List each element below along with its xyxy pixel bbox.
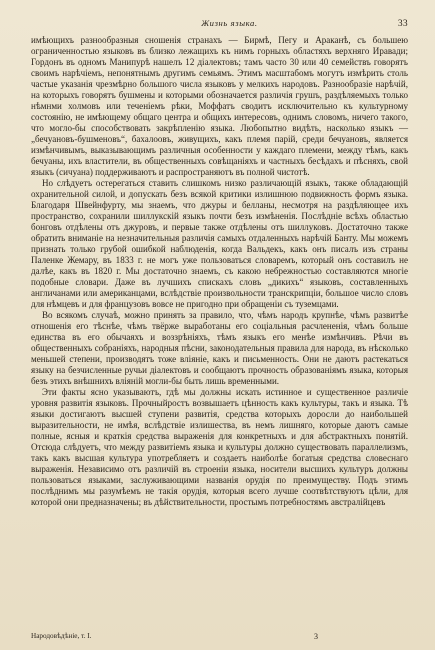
paragraph: Но слѣдуетъ остерегаться ставить слишкомъ низко различающій языкъ, также обладающій охранительной силой, и допускать безъ всякой критики излишнюю подвижность формъ языка. Благодаря Швейнфурту, мы знаемъ, что джуры и белланы, несмотря на раздѣляющее ихъ пространство, сохранили шиллукскій языкъ почти безъ измѣненія. Послѣдніе всѣхъ областью бонговъ отдѣлены отъ джуровъ, и первые также отдѣлены отъ шиллуковъ. Достаточно также обратить вниманіе на незначительныя различія самыхъ отдаленныхъ нарѣчій Банту. Мы можемъ признать только грубой ошибкой наблюденія, когда Вальдекъ, какъ онъ писалъ изъ страны Паленке Жемару, въ 1833 г. не могъ уже пользоваться словаремъ, который онъ составилъ не далѣе, какъ въ 1820 г. Мы достаточно знаемъ, съ какою небрежностью составляются многіе подобные словари. Даже въ лучшихъ спискахъ словъ „дикихъ“ языковъ, составленныхъ англичанами или американцами, вслѣдствіе произвольности транскрипціи, большое число словъ для нѣмцевъ и для французовъ вовсе не пригодно при обращеніи съ туземцами. (31, 178, 408, 309)
printer-signature: Народовѣдѣніе, т. I. (31, 632, 92, 640)
page-footer (31, 632, 408, 641)
running-title: Жизнь языка. (201, 18, 258, 28)
paragraph: Эти факты ясно указываютъ, гдѣ мы должны искать истинное и существенное различіе уровня развитія языковъ. Прочныйростъ возвышаетъ цѣнность какъ культуры, такъ и языка. Тѣ языки достигаютъ высшей ступени развитія, средства которыхъ доросли до наибольшей выразительности, не имѣя, вслѣдствіе излишества, въ немъ лишняго, которые даютъ самые полные, ясныя и краткія средства выраженія для конкретныхъ и для абстрактныхъ понятій. Отсюда слѣдуетъ, что между развитіемъ языка и культуры должно существовать параллелизмъ, такъ какъ высшая культура употребляетъ и создаетъ наиболѣе богатыя средства словеснаго выраженія. Независимо отъ различій въ строеніи языка, носители высшихъ культуръ должны пользоваться языками, заслуживающими названія орудія по преимуществу. Подъ этимъ послѣднимъ мы разумѣемъ не такія орудія, которыя всего лучше соотвѣтствуютъ цѣли, для которой они предназначены; въ дѣйствительности, простымъ потребностямъ австралійцевъ (31, 387, 408, 507)
running-header (31, 18, 408, 33)
paragraph: Во всякомъ случаѣ, можно принять за правило, что, чѣмъ народъ крупнѣе, чѣмъ развитѣе отношенія его тѣснѣе, чѣмъ твёрже выработаны его соціальныя расчлененія, чѣмъ больше единства въ его обычаяхъ и воззрѣніяхъ, тѣмъ языкъ его менѣе измѣнчивъ. Рѣчи въ общественныхъ собраніяхъ, народныя пѣсни, законодательныя правила для народа, въ нѣсколько меньшей степени, производятъ тоже вліяніе, какъ и письменность. Они не даютъ растекаться языку на безчисленные ручьи діалектовъ и сообщаютъ прочность образованіямъ языка, которыя безъ этихъ внѣшнихъ вліяній могли-бы быть лишь временными. (31, 310, 408, 386)
paragraph: имѣющихъ разнообразныя сношенія странахъ — Бирмѣ, Пегу и Араканѣ, съ большею ограниченностью языковъ въ близко лежащихъ къ нимъ горныхъ областяхъ верхняго Иравади; Гордонъ въ одномъ Манипурѣ нашелъ 12 діалектовъ; тамъ часто 30 или 40 семействъ говорятъ своимъ нарѣчіемъ, непонятнымъ другимъ семьямъ. Этимъ масштабомъ могутъ измѣрить столь частые указанія чрезмѣрно большого числа языковъ у мелкихъ народовъ. Разнообразіе нарѣчій, на которыхъ говорятъ бушмены и которыми обозначается различія грушъ, раздѣляемыхъ только нѣмнми холмовъ или теченіемъ рѣки, Моффатъ сводитъ исключительно къ культурному состоянію, не имѣющему общаго центра и общихъ интересовъ, однимъ словомъ, ничего такого, что могло-бы способствовать закрѣпленію языка. Любопытно видѣть, насколько языкъ — „бечуановъ-бушменовъ“, бахалоовъ, живущихъ, какъ племя парій, среди бечуановъ, является измѣнчивымъ, выказывающимъ различныя особенности у каждаго племени, между тѣмъ, какъ бечуаны, ихъ властители, въ общественныхъ совѣщаніяхъ и частныхъ бесѣдахъ и пѣсняхъ, свой языкъ (сичуана) поддерживаютъ и распространяютъ въ полной чистотѣ. (31, 35, 408, 177)
sheet-mark: 3 (314, 632, 318, 641)
page-number: 33 (397, 19, 408, 29)
body-text (31, 35, 408, 508)
